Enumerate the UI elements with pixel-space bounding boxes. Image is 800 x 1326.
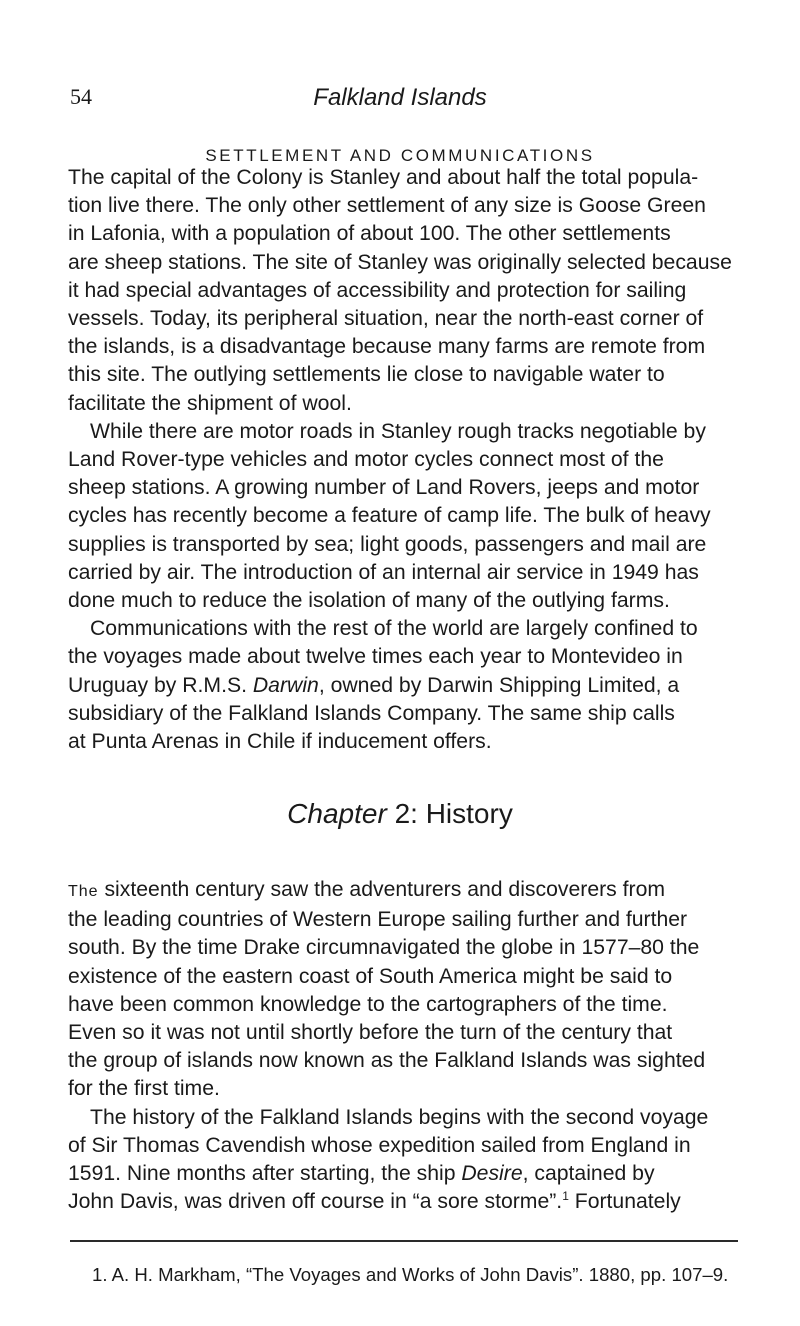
text-line: the voyages made about twelve times each year to Montevideo in: [68, 645, 683, 669]
text-line: cycles has recently become a feature of camp life. The bulk of heavy: [68, 504, 711, 528]
text-line: it had special advantages of accessibility and protection for sailing: [68, 278, 687, 302]
text-line: Land Rover-type vehicles and motor cycles connect most of the: [68, 448, 664, 472]
text-line: in Lafonia, with a population of about 100. The other settlements: [68, 222, 671, 246]
text-segment: Uruguay by R.M.S.: [68, 673, 253, 697]
text-line: for the first time.: [68, 1077, 220, 1101]
text-line: the islands, is a disadvantage because many farms are remote from: [68, 335, 706, 359]
text-line: [68, 1160, 740, 1188]
footnote-divider: [70, 1240, 738, 1242]
text-line: Communications with the rest of the world are largely confined to: [90, 617, 698, 641]
footnote: 1. A. H. Markham, “The Voyages and Works of John Davis”. 1880, pp. 107–9.: [92, 1264, 729, 1285]
text-line: sheep stations. A growing number of Land Rovers, jeeps and motor: [68, 476, 700, 500]
text-segment: , captained by: [522, 1162, 655, 1186]
chapter-label: Chapter: [287, 798, 387, 829]
text-line: this site. The outlying settlements lie close to navigable water to: [68, 363, 665, 387]
text-segment: sixteenth century saw the adventurers and discoverers from: [98, 878, 666, 901]
text-line: The capital of the Colony is Stanley and about half the total popula-: [68, 166, 699, 189]
text-line: Even so it was not until shortly before the turn of the century that: [68, 1021, 673, 1045]
ship-name: Desire: [461, 1162, 523, 1186]
text-line: are sheep stations. The site of Stanley was originally selected because: [68, 250, 732, 274]
text-line: supplies is transported by sea; light goods, passengers and mail are: [68, 532, 707, 556]
running-head: [70, 84, 730, 118]
text-line: The history of the Falkland Islands begins with the second voyage: [90, 1105, 709, 1129]
text-line: [68, 876, 740, 906]
section-heading: SETTLEMENT AND COMMUNICATIONS: [205, 146, 595, 165]
small-caps-lead: The: [68, 883, 99, 900]
text-line: existence of the eastern coast of South America might be said to: [68, 964, 673, 988]
text-segment: Fortunately: [568, 1190, 681, 1214]
footnote-marker: 1: [562, 1189, 569, 1204]
text-line: While there are motor roads in Stanley rough tracks negotiable by: [90, 419, 706, 443]
text-line: tion live there. The only other settlement of any size is Goose Green: [68, 194, 706, 218]
text-line: facilitate the shipment of wool.: [68, 391, 352, 415]
text-line: vessels. Today, its peripheral situation, near the north-east corner of: [68, 307, 704, 331]
text-segment: John Davis, was driven off course in “a sore storme”.: [68, 1190, 563, 1214]
text-line: have been common knowledge to the cartographers of the time.: [68, 992, 668, 1016]
page-number: 54: [70, 84, 92, 109]
text-line: at Punta Arenas in Chile if inducement offers.: [68, 730, 492, 754]
chapter-title: 2: History: [386, 798, 513, 829]
text-line: carried by air. The introduction of an internal air service in 1949 has: [68, 560, 699, 584]
section-body: [68, 164, 740, 756]
text-segment: 1591. Nine months after starting, the ship: [68, 1162, 462, 1186]
text-line: done much to reduce the isolation of many of the outlying farms.: [68, 589, 670, 613]
chapter-heading: [70, 798, 730, 830]
ship-name: Darwin: [252, 673, 319, 697]
running-title: Falkland Islands: [313, 84, 487, 111]
text-line: the leading countries of Western Europe sailing further and further: [68, 908, 688, 932]
text-line: [68, 672, 740, 700]
text-line: of Sir Thomas Cavendish whose expedition sailed from England in: [68, 1133, 691, 1157]
text-line: south. By the time Drake circumnavigated the globe in 1577–80 the: [68, 936, 700, 960]
text-line: the group of islands now known as the Falkland Islands was sighted: [68, 1049, 706, 1073]
chapter-body: [68, 876, 740, 1216]
text-segment: , owned by Darwin Shipping Limited, a: [318, 673, 680, 697]
text-line: [68, 1188, 740, 1216]
text-line: subsidiary of the Falkland Islands Company. The same ship calls: [68, 701, 675, 725]
